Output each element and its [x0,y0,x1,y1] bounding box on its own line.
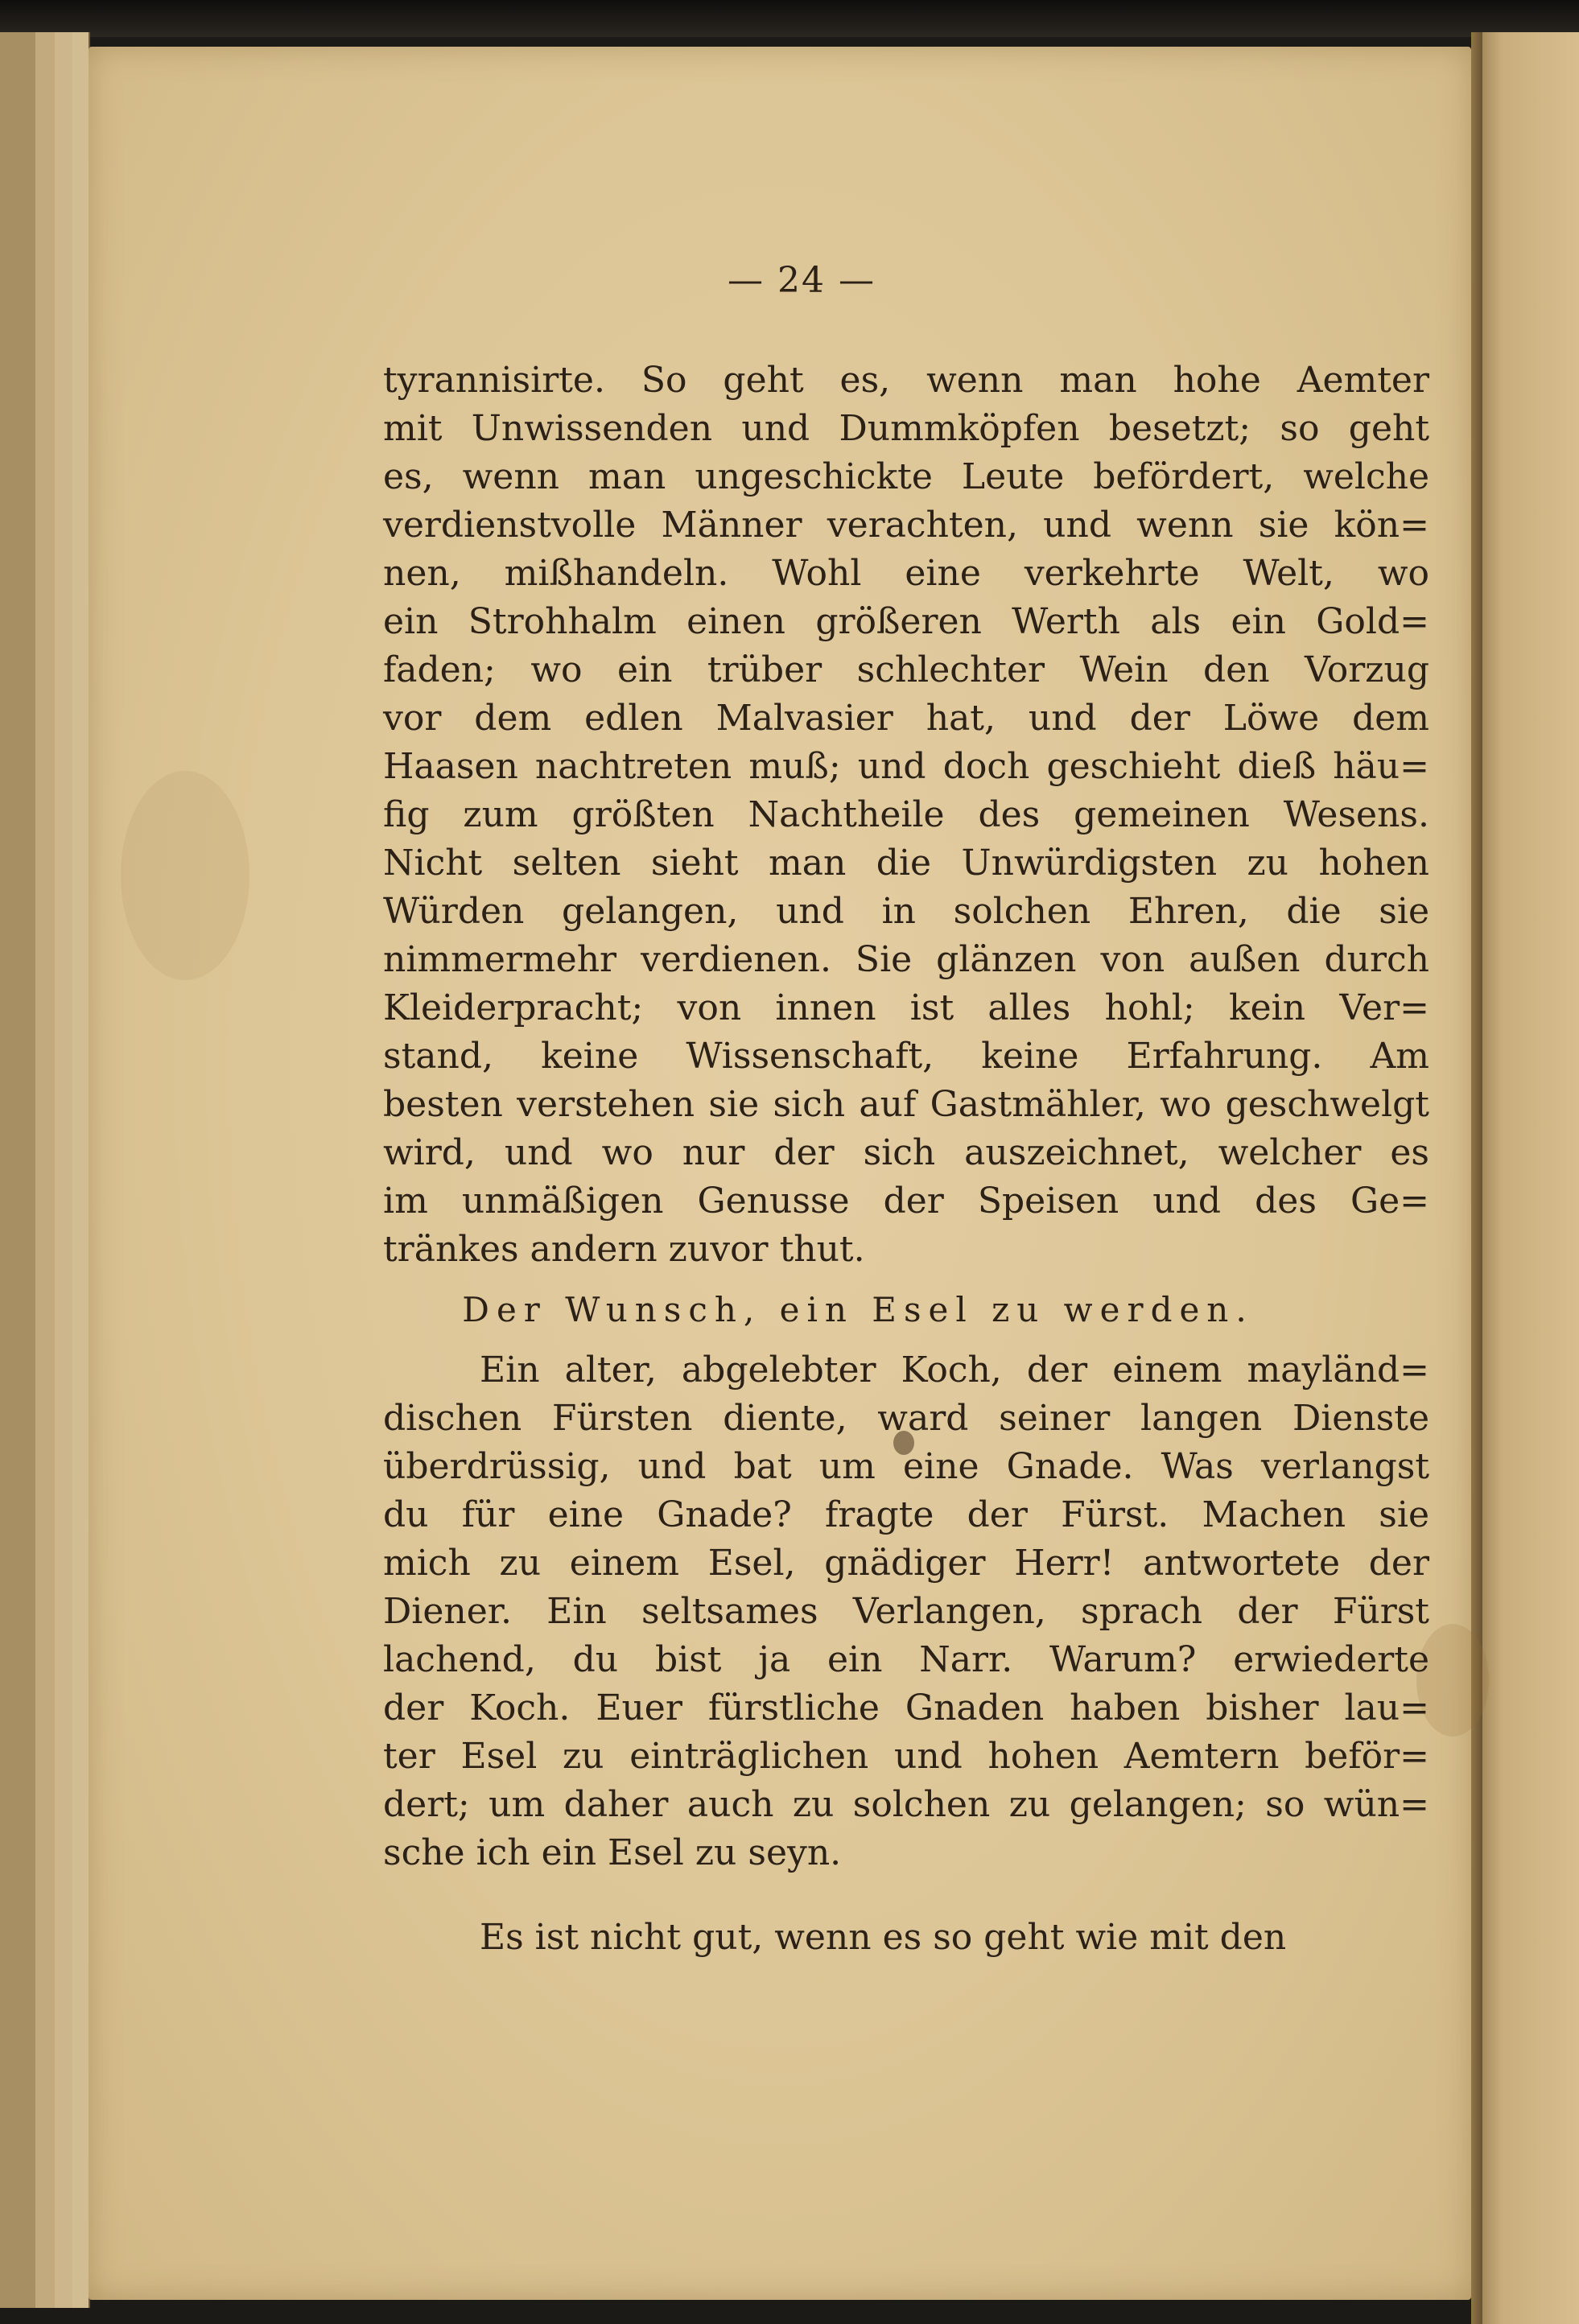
text-line: verdienstvolle Männer verachten, und wenn sie kön= [383,505,1429,546]
facing-page-edge [1482,32,1579,2324]
text-line: besten verstehen sie sich auf Gastmähler, wo geschwelgt [383,1084,1429,1125]
text-line: Haasen nachtreten muß; und doch geschieht dieß häu= [383,746,1429,787]
text-line: der Koch. Euer fürstliche Gnaden haben bisher lau= [383,1687,1429,1729]
text-line: Würden gelangen, und in solchen Ehren, die sie [383,891,1429,932]
text-line: mit Unwissenden und Dummköpfen besetzt; so geht [383,408,1429,449]
text-line: Diener. Ein seltsames Verlangen, sprach der Fürst [383,1591,1429,1632]
text-line: nen, mißhandeln. Wohl eine verkehrte Welt, wo [383,553,1429,594]
book-page [89,47,1471,2300]
binding-strip [0,0,1579,37]
text-line: lachend, du bist ja ein Narr. Warum? erwiederte [383,1639,1429,1680]
text-line: faden; wo ein trüber schlechter Wein den Vorzug [383,649,1429,690]
text-line: im unmäßigen Genusse der Speisen und des Ge= [383,1181,1429,1222]
section-heading: Der Wunsch, ein Esel zu werden. [462,1290,1254,1329]
book-gutter [1471,32,1482,2324]
page-edge [72,32,90,2308]
text-line: Nicht selten sieht man die Unwürdigsten zu hohen [383,843,1429,884]
text-line: Ein alter, abgelebter Koch, der einem mayländ= [480,1349,1429,1391]
text-line: dert; um daher auch zu solchen zu gelangen; so wün= [383,1784,1429,1825]
paper-stain [121,771,249,980]
text-line: Kleiderpracht; von innen ist alles hohl; kein Ver= [383,987,1429,1028]
page-edge [35,32,56,2308]
text-line: vor dem edlen Malvasier hat, und der Löwe dem [383,698,1429,739]
text-line: ein Strohhalm einen größeren Werth als ein Gold= [383,601,1429,642]
page-edge [55,32,74,2308]
text-line: überdrüssig, und bat um eine Gnade. Was verlangst [383,1446,1429,1487]
text-line: ter Esel zu einträglichen und hohen Aemtern beför= [383,1736,1429,1777]
text-line: du für eine Gnade? fragte der Fürst. Machen sie [383,1494,1429,1535]
page-number: — 24 — [728,260,876,301]
text-line: tränkes andern zuvor thut. [383,1229,865,1270]
text-line: fig zum größten Nachtheile des gemeinen Wesens. [383,794,1429,835]
text-line: es, wenn man ungeschickte Leute befördert, welche [383,456,1429,497]
text-line: mich zu einem Esel, gnädiger Herr! antwortete der [383,1543,1429,1584]
text-line: stand, keine Wissenschaft, keine Erfahrung. Am [383,1036,1429,1077]
text-line: Es ist nicht gut, wenn es so geht wie mit den [480,1917,1287,1958]
page-edge [0,32,37,2308]
text-line: tyrannisirte. So geht es, wenn man hohe Aemter [383,360,1429,401]
text-line: sche ich ein Esel zu seyn. [383,1832,842,1873]
text-line: nimmermehr verdienen. Sie glänzen von außen durch [383,939,1429,980]
text-line: wird, und wo nur der sich auszeichnet, welcher es [383,1132,1429,1173]
text-line: dischen Fürsten diente, ward seiner langen Dienste [383,1398,1429,1439]
